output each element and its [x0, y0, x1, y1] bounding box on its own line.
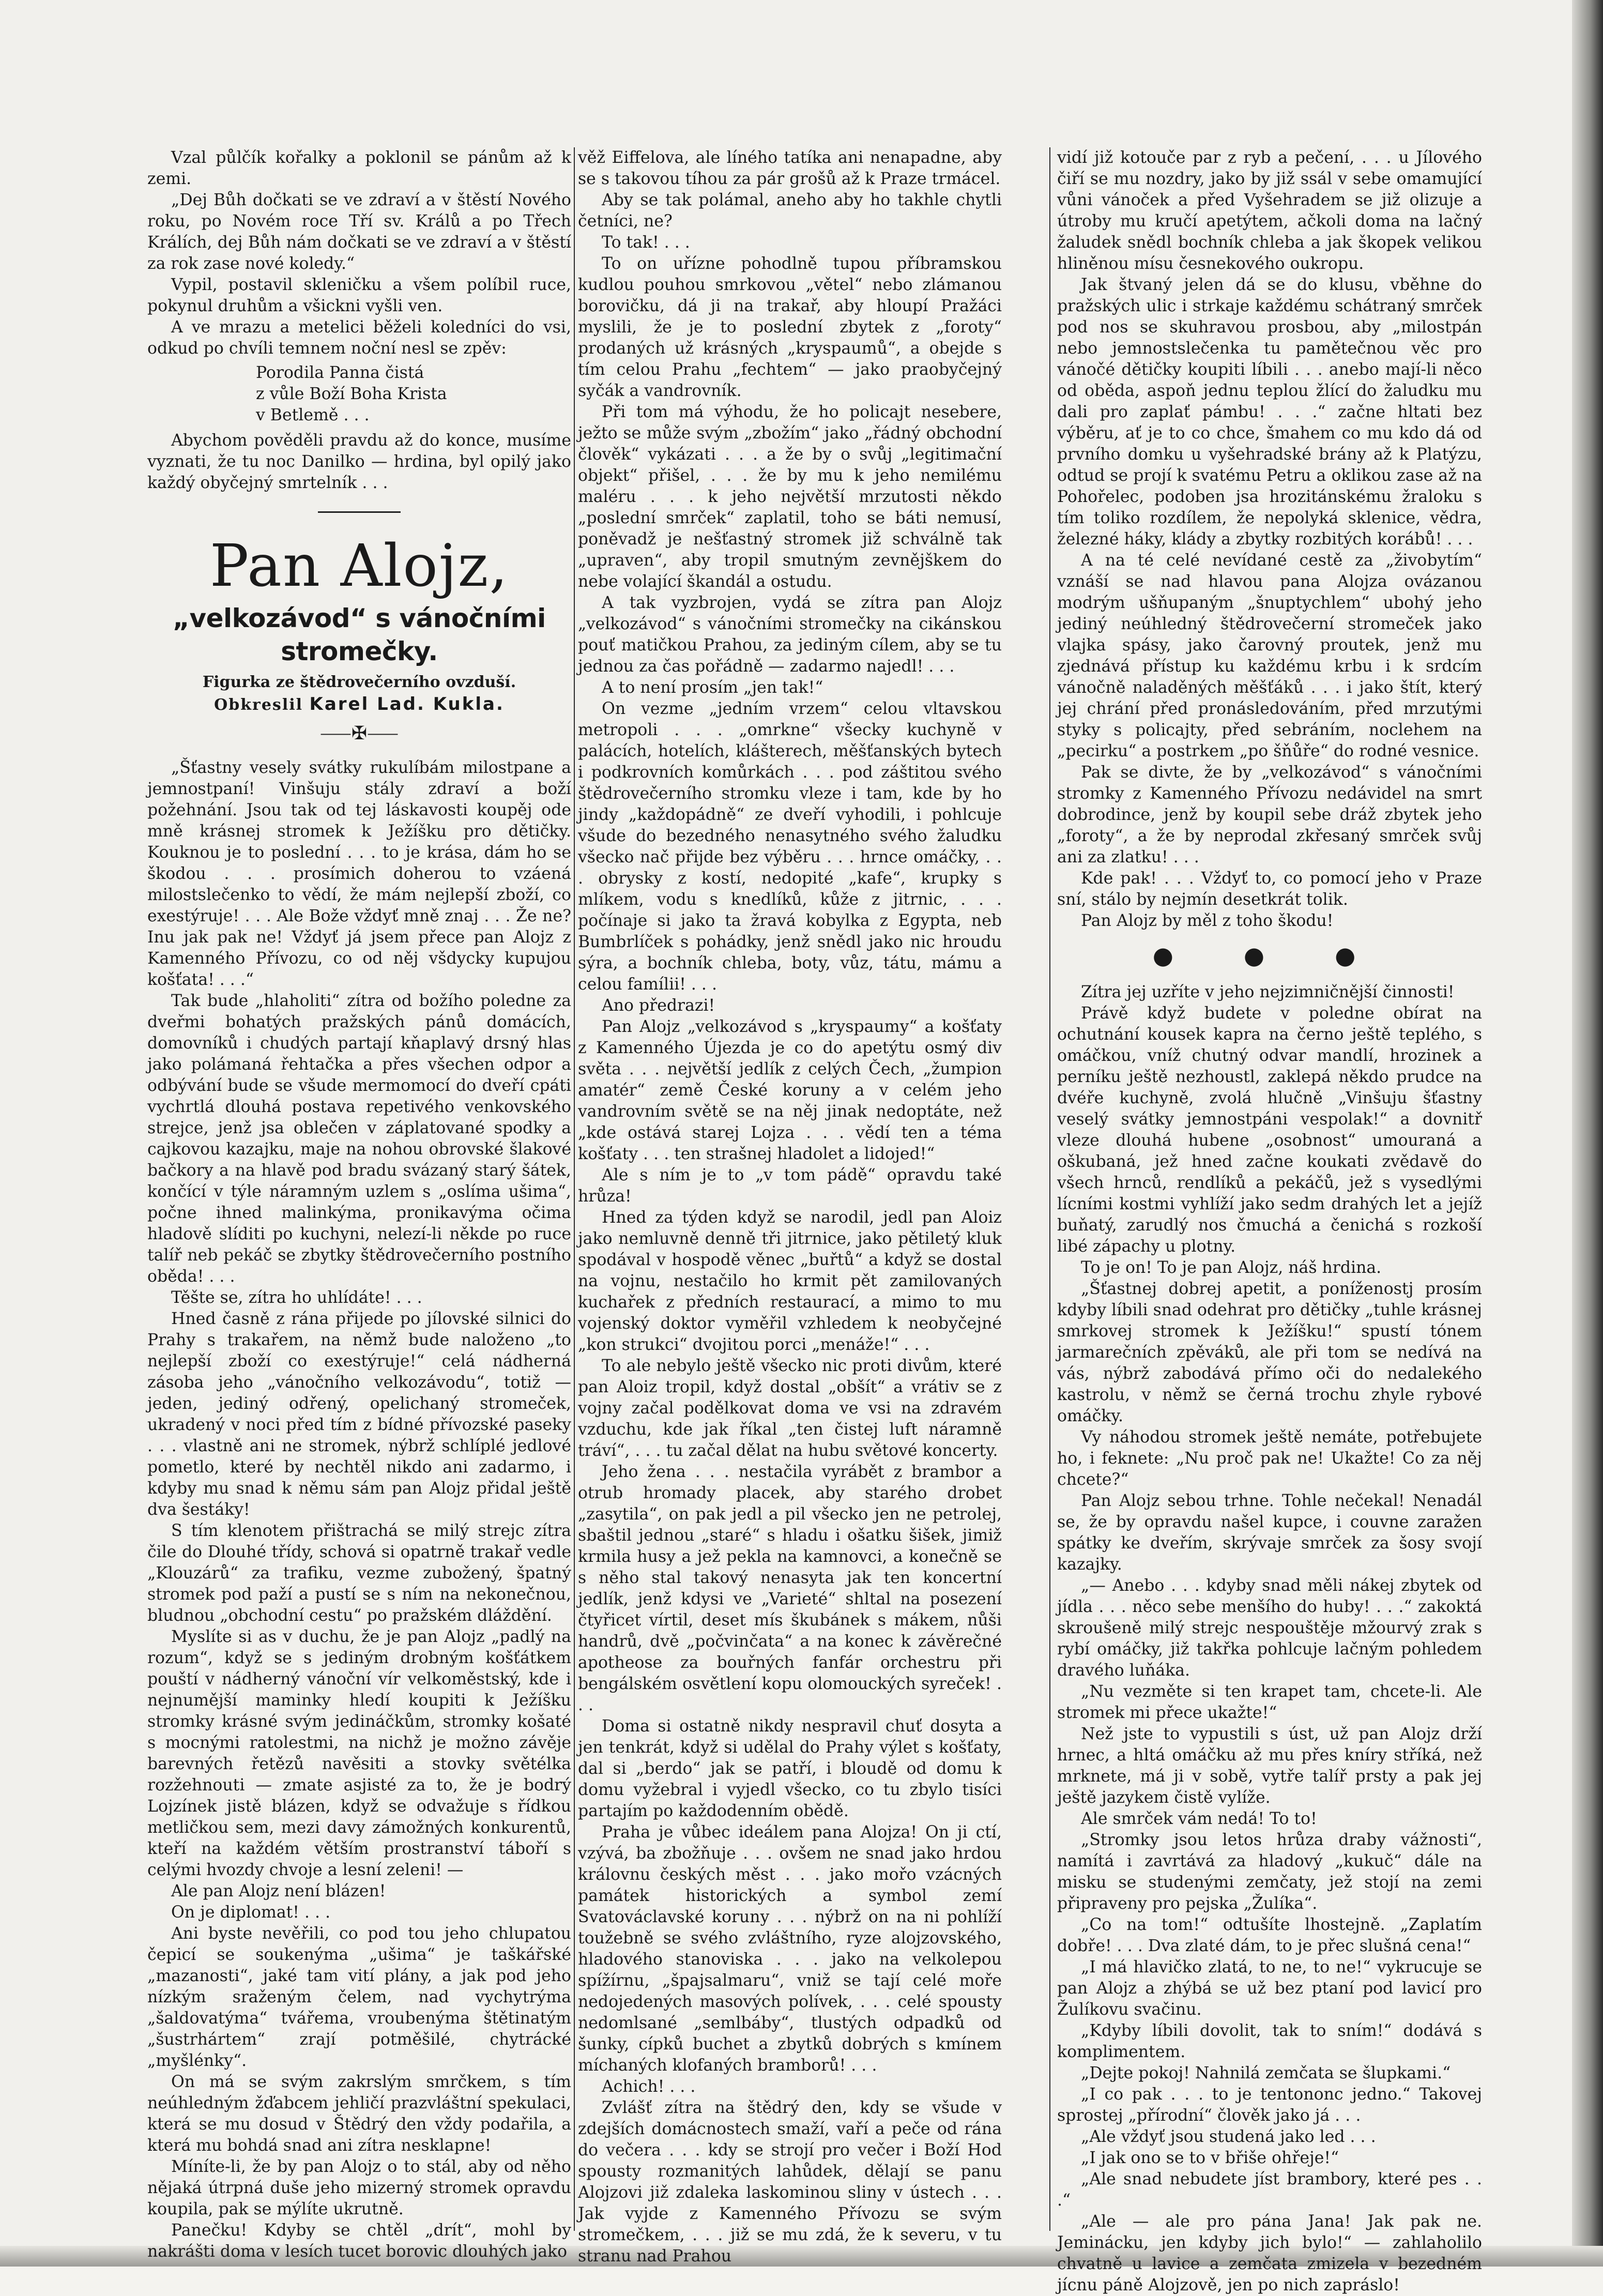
paragraph: „Kdyby líbili dovolit, tak to sním!“ dodává s komplimentem.	[1057, 2021, 1482, 2061]
verse-line: v Betlemě . . .	[256, 406, 370, 424]
paragraph: Ano předrazi!	[602, 996, 715, 1015]
paragraph: S tím klenotem přištrachá se milý strejc zítra čile do Dlouhé třídy, schová si opatrně trakař vedle „Klouzárů“ za trafiku, vezme zubožený, špatný stromek pod paží a pustí se s ním na nekonečnou, bludnou „obchodní cestu“ po pražském dláždění.	[147, 1522, 571, 1625]
paragraph: On má se svým zakrslým smrčkem, s tím neúhledným žďabcem jehličí prazvláštní spekulaci, která se mu dosud v Štědrý den vždy podařila, a která mu bohdá snad ani zítra nesklapne!	[147, 2073, 571, 2155]
paragraph: On je diplomat! . . .	[171, 1903, 331, 1922]
paragraph: A tak vyzbrojen, vydá se zítra pan Alojz „velkozávod“ s vánočními stromečky na cikánskou pouť matičkou Prahou, za jediným cílem, aby se tu jednou za čas pořádně — zadarmo najedl! . . .	[578, 594, 1002, 676]
paragraph: „Ale — ale pro pána Jana! Jak pak ne. Jeminácku, jen kdyby jich bylo!“ — zahlaholilo chvatně u lavice a zemčata zmizela v bezedném jícnu páně Alojzově, jen po nich zapráslo!	[1057, 2212, 1482, 2294]
paragraph: věž Eiffelova, ale líného tatíka ani nenapadne, aby se s takovou tíhou za pár grošů až k Praze trmácel.	[578, 148, 1002, 188]
byline-prefix: Obkreslil	[214, 696, 303, 714]
ornament: ⸺✠⸺	[320, 723, 399, 744]
paragraph: To ale nebylo ještě všecko nic proti divům, které pan Aloiz tropil, když dostal „obšít“ a vrátiv se z vojny začal podělkovat doma ve vsi na zdravém vzduchu, kde jak říkal „ten čistej luft náramně tráví“, . . . tu začal dělat na hubu světové koncerty.	[578, 1357, 1002, 1460]
paragraph: „I jak ono se to v břiše ohřeje!“	[1081, 2149, 1339, 2167]
paragraph: Vypil, postavil skleničku a všem políbil ruce, pokynul druhům a všickni vyšli ven.	[147, 276, 571, 315]
column-left	[147, 147, 571, 2261]
paragraph: „I co pak . . . to je tentononc jedno.“ Takovej sprostej „přírodní“ člověk jako já . . .	[1057, 2085, 1482, 2125]
paragraph: To tak! . . .	[602, 233, 690, 252]
paragraph: A na té celé nevídané cestě za „živobytím“ vznáší se nad hlavou pana Alojza ovázanou modrým ušňupaným „šnuptychlem“ ubohý jeho jediný neúhledný štědrovečerní stromeček jako vlajka spásy, jako čarovný proutek, jenž mu zjednává přístup ku každému krbu i k srdcím vánočně naladěných měšťáků . . . i jako štít, který jej chrání před pronásledováním, před mrzutými styky s policajty, před sebráním, noclehem na „pecirku“ a postrkem „po šňůře“ do rodné vesnice.	[1057, 551, 1482, 761]
paragraph: Praha je vůbec ideálem pana Alojza! On ji ctí, vzývá, ba zbožňuje . . . ovšem ne snad jako hrdou královnu českých měst . . . jako mořo vzácných památek historických a symbol zemí Svatováclavské koruny . . . nýbrž on na ni pohlíží toužebně se svého zvláštního, ryze alojzovského, hladového stanoviska . . . jako na velkolepou spížírnu, „špajsalmaru“, vniž se tají celé moře nedojedených masových polívek, . . . celé spousty nedomlsané „semlbáby“, tlustých odpadků od šunky, cípků buchet a zbytků dobrých s kmínem míchaných klofaných bramborů! . . .	[578, 1823, 1002, 2075]
paragraph: „Stromky jsou letos hrůza draby vážnosti“, namítá i zavrtává za hladový „kukuč“ dále na misku se studenými zemčaty, jež stojí na zemi připraveny pro pejska „Žulíka“.	[1057, 1831, 1482, 1913]
verse-line: Porodila Panna čistá	[256, 363, 424, 382]
column-rule	[1049, 147, 1050, 2231]
paragraph: „Ale vždyť jsou studená jako led . . .	[1081, 2127, 1376, 2146]
paragraph: Těšte se, zítra ho uhlídáte! . . .	[171, 1288, 422, 1307]
paragraph: „Ale snad nebudete jíst brambory, které pes . . .“	[1057, 2170, 1482, 2210]
article-subtitle: „velkozávod“ s vánočními stromečky.	[173, 603, 546, 666]
paragraph: Abychom pověděli pravdu až do konce, musíme vyznati, že tu noc Danilko — hrdina, byl opilý jako každý obyčejný smrtelník . . .	[147, 431, 571, 492]
paragraph: „Dejte pokoj! Nahnilá zemčata se šlupkami.“	[1081, 2064, 1451, 2082]
paragraph: „Nu vezměte si ten krapet tam, chcete-li. Ale stromek mi přece ukažte!“	[1057, 1682, 1482, 1722]
paragraph: On vezme „jedním vrzem“ celou vltavskou metropoli . . . „omrkne“ všecky kuchyně v palácích, hotelích, klášterech, měšťanských bytech i podkrovních komůrkách . . . pod záštitou svého štědrovečerního stromku vleze i tam, kde by ho jindy „každopádně“ ze dveří vyhodili, i pohlcuje všude do bezedného nenasytného svého žaludku všecko nač přijde bez výběru . . . hrnce omáčky, . . . obrysky z kostí, nedopité „kafe“, krupky s mlíkem, vodu s knedlíků, kůže z jitrnic, . . . počínaje si jako ta žravá kobylka z Egypta, neb Bumbrlíček s pohádky, jenž snědl jako nic hroudu sýra, a bochník chleba, boty, vůz, tátu, mámu a celou famílii! . . .	[578, 700, 1002, 994]
paragraph: „Šťastny vesely svátky rukulíbám milostpane a jemnostpaní! Vinšuju stály zdraví a boží požehnání. Jsou tak od tej láskavosti koupěj ode mně krásnej stromek k Ježíšku pro dětičky. Kouknou je to poslední . . . to je krása, dám ho se škodou . . . prosímich doherou to vzáená milostslečenko to vědí, že mám nejlepší zboží, co exestýruje! . . . Ale Bože vždyť mně znaj . . . Že ne? Inu jak pak ne! Vždyť já jsem přece pan Alojz z Kamenného Přívozu, co od něj všdycky kupujou košťata! . . .“	[147, 758, 571, 989]
paragraph: „I má hlavičko zlatá, to ne, to ne!“ vykrucuje se pan Alojz a zhýbá se už bez ptaní pod lavicí pro Žulíkovu svačinu.	[1057, 1958, 1482, 2019]
paragraph: Při tom má výhodu, že ho policajt nesebere, ježto se může svým „zbožím“ jako „řádný obchodní člověk“ vykázati . . . a že by o svůj „legitimační objekt“ přišel, . . . že by mu k jeho nemilému maléru . . . k jeho největší mrzutosti někdo „poslední smrček“ zaplatil, toho se báti nemusí, poněvadž je nešťastný stromek již schválně tak „upraven“, aby tropil smutným zevnějškem do nebe volající škandál a ostudu.	[578, 403, 1002, 591]
section-divider	[147, 501, 571, 522]
paragraph: Než jste to vypustili s úst, už pan Alojz drží hrnec, a hltá omáčku až mu přes kníry stříká, než mrknete, má ji v sobě, vytře talíř prsty a pak jej ještě jazykem čistě vylíže.	[1057, 1725, 1482, 1807]
author-name: Karel Lad. Kukla.	[309, 694, 505, 714]
page-edge-shadow	[1572, 0, 1603, 2267]
paragraph: Pak se divte, že by „velkozávod“ s vánočními stromky z Kamenného Přívozu nedávidel na smrt dobrodince, jenž by koupil sebe dráž zbytek jeho „foroty“, a že by neprodal zkřesaný smrček svůj ani za zlatku! . . .	[1057, 763, 1482, 866]
paragraph: Pan Alojz sebou trhne. Tohle nečekal! Nenadál se, že by opravdu našel kupce, i couvne zaražen spátky ke dveřím, skrývaje smrček za šosy svojí kazajky.	[1057, 1492, 1482, 1574]
verse-line: z vůle Boží Boha Krista	[256, 385, 447, 403]
paragraph: Právě když budete v poledne obírat na ochutnání kousek kapra na černo ještě teplého, s omáčkou, vníž chutný odvar mandlí, hrozinek a perníku ještě nezhoustl, zaklepá někdo prudce na dvéře kuchyně, zvolá hlučně „Vinšuju šťastny veselý svátky jemnostpáni vespolak!“ a dovnitř vleze dlouhá hubene „osobnost“ umouraná a oškubaná, jež hned začne koukati zvědavě do všech hrnců, rendlíků a pekáčů, jež s vysedlými lícními kostmi vyhlíží jako sedm drahých let a jejíž buňatý, zarudlý nos čmuchá a čenichá s rozkoší libé zápachy u plotny.	[1057, 1004, 1482, 1256]
paragraph: Ani byste nevěřili, co pod tou jeho chlupatou čepicí se soukenýma „ušima“ je taškářské „mazanosti“, jaké tam vití plány, a jak pod jeho nízkým sraženým čelem, nad vychytrýma „šaldovatýma“ tvářema, vroubenýma štětinatým „šustrhártem“ zrají potměšilé, chytrácké „myšlénky“.	[147, 1924, 571, 2070]
paragraph: A to není prosím „jen tak!“	[602, 678, 823, 697]
section-break-dots: ● ● ●	[1152, 941, 1387, 969]
article-byline	[147, 693, 571, 717]
paragraph: A ve mrazu a metelici běželi koledníci do vsi, odkud po chvíli temnem noční nesl se zpěv:	[147, 318, 571, 358]
paragraph: Myslíte si as v duchu, že je pan Alojz „padlý na rozum“, když se s jediným drobným košťátkem pouští v nádherný vánoční vír velkoměstský, kde i nejnumější maminky hledí koupiti k Ježíšku stromky krásné svým jedináčkům, stromky košaté s mocnými ratolestmi, na nichž je možno závěje barevných řetězů navěsiti a stovky světélka rozžehnouti — zmate asjisté za to, že je bodrý Lojzínek jistě blázen, když se odvažuje s řídkou metličkou sem, mezi davy zámožných konkurentů, kteří na každém větším prostranství táboří s celými hvozdy chvoje a lesní zeleni! —	[147, 1628, 571, 1879]
paragraph: Vzal půlčík kořalky a poklonil se pánům až k zemi.	[147, 148, 571, 188]
paragraph: „Co na tom!“ odtušíte lhostejně. „Zaplatím dobře! . . . Dva zlaté dám, to je přec slušná cena!“	[1057, 1915, 1482, 1955]
paragraph: Ale pan Alojz není blázen!	[171, 1882, 386, 1900]
paragraph: Ale smrček vám nedá! To to!	[1081, 1810, 1317, 1828]
paragraph: Zvlášť zítra na štědrý den, kdy se všude v zdejších domácnostech smaží, vaří a peče od rána do večera . . . kdy se strojí pro večer i Boží Hod spousty rozmanitých lahůdek, dělají se panu Alojzovi již zdaleka laskominou sliny v ústech . . . Jak vyjde z Kamenného Přívozu se svým stromečkem, . . . již se mu zdá, že k severu, v tu stranu nad Prahou	[578, 2099, 1002, 2265]
paragraph: Panečku! Kdyby se chtěl „drít“, mohl by nakrášti doma v lesích tucet borovic dlouhých jako	[147, 2221, 571, 2261]
paragraph: To je on! To je pan Alojz, náš hrdina.	[1081, 1258, 1382, 1277]
paragraph: Achich! . . .	[602, 2077, 696, 2096]
paragraph: Zítra jej uzříte v jeho nejzimničnější činnosti!	[1081, 983, 1455, 1001]
paragraph: Doma si ostatně nikdy nespravil chuť dosyta a jen tenkrát, když si udělal do Prahy výlet s košťaty, dal si „berdo“ jak se patří, i bloudě od domu k domu vyžebral i vyjedl všecko, co tu zbylo tisíci partajím po každodenním obědě.	[578, 1717, 1002, 1820]
paragraph: vidí již kotouče par z ryb a pečení, . . . u Jílového čiří se mu nozdry, jako by již ssál v sebe omamující vůni vánoček a před Vyšehradem se již olizuje a útroby mu kručí apetýtem, ačkoli doma na lačný žaludek snědl bochník chleba a jak škopek velikou hliněnou mísu česnekového oukropu.	[1057, 148, 1482, 273]
article-title: Pan Alojz,	[209, 533, 509, 600]
paragraph: Pan Alojz by měl z toho škodu!	[1081, 911, 1334, 930]
paragraph: „— Anebo . . . kdyby snad měli nákej zbytek od jídla . . . něco sebe menšího do huby! . . .“ zakoktá skroušeně milý strejc nespouštěje mžourvý zrak s rybí omáčky, již takřka pohlcuje lačným pohledem dravého luňáka.	[1057, 1576, 1482, 1680]
paragraph: Hned za týden když se narodil, jedl pan Aloiz jako nemluvně denně tři jitrnice, jako pětiletý kluk spodával v hospodě věnec „buřtů“ a když se dostal na vojnu, nestačilo ho krmit pět zamilovaných kuchařek z předních restaurací, a mimo to mu vojenský doktor vyměřil vzhledem k neobyčejné „kon strukci“ dvojitou porci „menáže!“ . . .	[578, 1208, 1002, 1354]
column-rule	[574, 147, 575, 2231]
carol-verse	[147, 362, 571, 426]
paragraph: Ale s ním je to „v tom pádě“ opravdu také hrůza!	[578, 1166, 1002, 1206]
column-right	[1057, 147, 1482, 2294]
paragraph: Jak štvaný jelen dá se do klusu, vběhne do pražských ulic i strkaje každému schátraný smrček pod nos se skuhravou prosbou, aby „milostpán nebo jemnostslečenka tu pamětečnou věc pro vánočé dětičky koupiti líbili . . . anebo mají-li něco od oběda, aspoň jednu teplou žlící do žaludku mu dali pro zaplať pámbu! . . .“ začne hltati bez výběru, ať je to co chce, šmahem co mu kdo dá od prvního domku u vyšehradské brány až k Platýzu, odtud se projí k svatému Petru a oklikou zase až na Pohořelec, podoben jsa hrozitánskému žraloku s tím toliko rozdílem, že nepolyká sklenice, vědra, železné háky, klády a zbytky rozbitých korábů! . . .	[1057, 276, 1482, 549]
paragraph: Jeho žena . . . nestačila vyrábět z brambor a otrub hromady placek, aby starého drobet „zasytila“, on pak jedl a pil všecko jen ne petrolej, sbaštil jednou „staré“ s hladu i ošatku šišek, jimiž krmila husy a jež pekla na kamnovci, a konečně se s něho stal takový nenasyta jak ten koncertní jedlík, jenž kdysi ve „Varieté“ shltal na posezení čtyřicet vírtil, deset mís škubánek s mákem, nůši handrů, dvě „počvinčata“ a na konec k závěrečné apotheose za bouřných fanfár orchestru při bengálském osvětlení kopu olomouckých syreček! . . .	[578, 1463, 1002, 1714]
article-genre: Figurka ze štědrovečerního ovzduší.	[202, 673, 516, 691]
paragraph: To on uříznе pohodlně tupou příbramskou kudlou pouhou smrkovou „větel“ nebo zlámanou borovičku, dá ji na trakař, aby hloupí Pražáci myslili, že je to poslední zbytek z „foroty“ prodaných už krásných „kryspaumů“, a obejde s tím celou Prahu „fechtem“ — jako praobyčejný syčák a vandrovník.	[578, 254, 1002, 400]
paragraph: Hned časně z rána přijede po jílovské silnici do Prahy s trakařem, na němž bude naloženo „to nejlepší zboží co exestýruje!“ celá nádherná zásoba jeho „vánočního velkozávodu“, totiž — jeden, jediný odřený, opelichaný stromeček, ukradený v noci před tím z bídné přívozské paseky . . . vlastně ani ne stromek, nýbrž schlíplé jedlové pometlo, které by nechtěl nikdo ani zadarmo, i kdyby mu snad k němu sám pan Alojz přidal ještě dva šestáky!	[147, 1310, 571, 1519]
column-middle	[578, 147, 1002, 2265]
paragraph: Tak bude „hlaholiti“ zítra od božího poledne za dveřmi bohatých pražských pánů domácích, domovníků i chudých partají kňaplavý drsný hlas jako polámaná řehtačka a přes všechen odpor a odbývání bude se všude mermomocí do dveří cpáti vychrtlá dlouhá postava repetivého venkovského strejce, jenž jsa oblečen v záplatované spodky a cajkovou kazajku, maje na nohou obrovské šlakové bačkory a na hlavě pod bradu svázaný starý šátek, končící v týle náramným uzlem s „oslíma ušima“, počne ihned malinkýma, pronikavýma očima hladově slíditi po kuchyni, nelezí-li někde po ruce talíř neb pekáč se zbytky štědrovečerního postního oběda! . . .	[147, 992, 571, 1286]
paragraph: „Šťastnej dobrej apetit, a poníženostj prosím kdyby líbili snad odehrat pro dětičky „tuhle krásnej smrkovej stromek k Ježíšku!“ spustí tónem jarmarečních zpěváků, ale při tom se nedívá na vás, nýbrž zabodává přímo oči do nedalekého kastrolu, v němž se černá trochu zhyle rybové omáčky.	[1057, 1280, 1482, 1425]
paragraph: Míníte-li, že by pan Alojz o to stál, aby od něho nějaká útrpná duše jeho mizerný stromek opravdu koupila, pak se mýlíte ukrutně.	[147, 2157, 571, 2218]
paragraph: Vy náhodou stromek ještě nemáte, potřebujete ho, i feknete: „Nu proč pak ne! Ukažte! Co za něj chcete?“	[1057, 1428, 1482, 1489]
paragraph: „Dej Bůh dočkati se ve zdraví a v štěstí Nového roku, po Novém roce Tří sv. Králů a po Třech Králích, dej Bůh nám dočkati se ve zdraví a v štěstí za rok zase nové koledy.“	[147, 191, 571, 273]
paragraph: Pan Alojz „velkozávod s „kryspaumy“ a košťaty z Kamenného Újezda je co do apetýtu osmý div světa . . . největší jedlík z celých Čech, „žumpion amatér“ země České koruny a v celém jeho vandrovním světě se na něj jinak nedoptáte, než „kde ostává starej Lojza . . . vědí ten a téma košťaty . . . ten strašnej hladolet a lidojed!“	[578, 1017, 1002, 1163]
paragraph: Aby se tak polámal, aneho aby ho takhle chytli četníci, ne?	[578, 191, 1002, 231]
paragraph: Kde pak! . . . Vždyť to, co pomocí jeho v Praze sní, stálo by nejmín desetkrát tolik.	[1057, 869, 1482, 909]
